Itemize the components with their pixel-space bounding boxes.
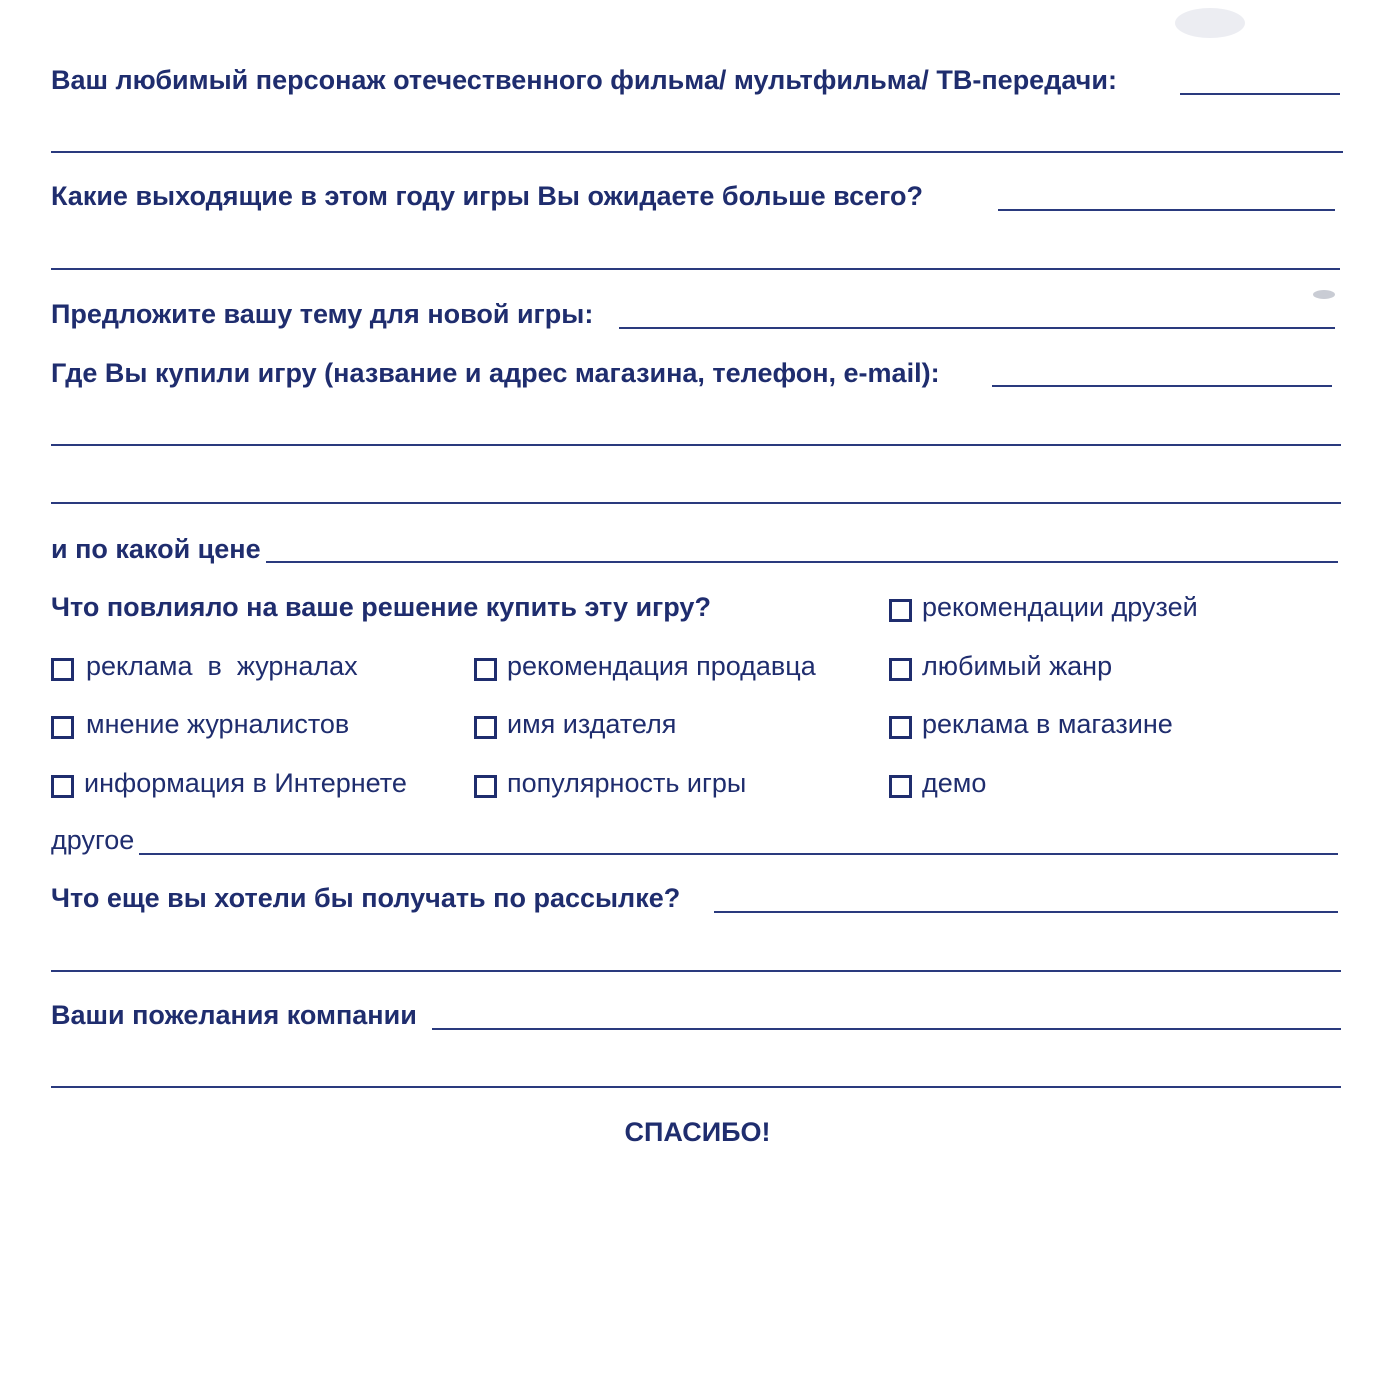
option-internet-info[interactable]	[51, 767, 407, 799]
option-label: информация в Интернете	[84, 768, 407, 798]
where-bought-answer-line-3[interactable]	[51, 502, 1341, 504]
anticipated-games-question: Какие выходящие в этом году игры Вы ожидаете больше всего?	[51, 181, 924, 211]
option-label: реклама в магазине	[922, 709, 1173, 739]
other-answer-line[interactable]	[139, 853, 1338, 855]
anticipated-games-answer-line-2[interactable]	[51, 268, 1340, 270]
other-label: другое	[51, 825, 135, 855]
checkbox[interactable]	[51, 775, 74, 798]
mailing-wishes-question: Что еще вы хотели бы получать по рассылке?	[51, 883, 681, 913]
favorite-character-answer-line[interactable]	[1180, 93, 1340, 95]
favorite-character-question: Ваш любимый персонаж отечественного фильма/ мультфильма/ ТВ-передачи:	[51, 65, 1117, 95]
favorite-character-answer-line-2[interactable]	[51, 151, 1343, 153]
company-wishes-answer-line-2[interactable]	[51, 1086, 1341, 1088]
option-friends-recommendation[interactable]	[889, 591, 1198, 623]
option-favorite-genre[interactable]	[889, 650, 1112, 682]
where-bought-question: Где Вы купили игру (название и адрес магазина, телефон, e-mail):	[51, 358, 940, 388]
checkbox[interactable]	[474, 658, 497, 681]
anticipated-games-answer-line[interactable]	[998, 209, 1335, 211]
checkbox[interactable]	[889, 658, 912, 681]
where-bought-answer-line[interactable]	[992, 385, 1332, 387]
company-wishes-answer-line[interactable]	[432, 1028, 1341, 1030]
checkbox[interactable]	[51, 658, 74, 681]
scan-speck	[1313, 290, 1335, 299]
checkbox[interactable]	[889, 716, 912, 739]
option-label: популярность игры	[507, 768, 747, 798]
option-label: рекомендации друзей	[922, 592, 1198, 622]
option-label: реклама в журналах	[86, 651, 358, 681]
option-publisher-name[interactable]	[474, 708, 676, 740]
purchase-influence-question: Что повлияло на ваше решение купить эту игру?	[51, 592, 711, 622]
checkbox[interactable]	[51, 716, 74, 739]
option-demo[interactable]	[889, 767, 986, 799]
checkbox[interactable]	[474, 716, 497, 739]
new-game-theme-answer-line[interactable]	[619, 327, 1335, 329]
price-question: и по какой цене	[51, 534, 261, 564]
option-label: рекомендация продавца	[507, 651, 816, 681]
option-label: любимый жанр	[922, 651, 1113, 681]
where-bought-answer-line-2[interactable]	[51, 444, 1341, 446]
option-seller-recommendation[interactable]	[474, 650, 816, 682]
scan-smudge	[1175, 8, 1245, 38]
mailing-wishes-answer-line[interactable]	[714, 911, 1338, 913]
checkbox[interactable]	[474, 775, 497, 798]
option-game-popularity[interactable]	[474, 767, 746, 799]
option-magazine-ads[interactable]	[51, 650, 358, 682]
mailing-wishes-answer-line-2[interactable]	[51, 970, 1341, 972]
company-wishes-question: Ваши пожелания компании	[51, 1000, 417, 1030]
option-journalists-opinion[interactable]	[51, 708, 349, 740]
option-label: мнение журналистов	[86, 709, 350, 739]
option-store-ads[interactable]	[889, 708, 1173, 740]
new-game-theme-question: Предложите вашу тему для новой игры:	[51, 299, 594, 329]
price-answer-line[interactable]	[266, 561, 1338, 563]
checkbox[interactable]	[889, 775, 912, 798]
option-label: демо	[922, 768, 987, 798]
thanks-text: СПАСИБО!	[624, 1117, 771, 1147]
checkbox[interactable]	[889, 599, 912, 622]
option-label: имя издателя	[507, 709, 677, 739]
